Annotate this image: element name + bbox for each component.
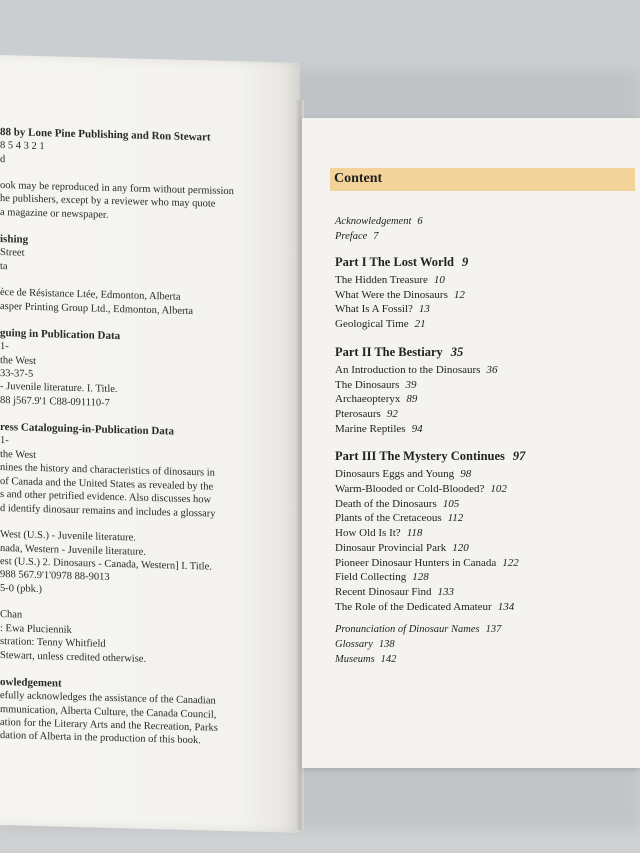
toc-entry-label: How Old Is It? (335, 527, 401, 540)
toc-entry-page: 89 (406, 393, 418, 406)
left-page-line: d (0, 153, 6, 165)
toc-front-item (335, 214, 635, 229)
toc-entry-page: 120 (452, 541, 469, 554)
toc-entry-label: Pioneer Dinosaur Hunters in Canada (335, 556, 497, 569)
toc-item-label: Acknowledgement (335, 216, 412, 227)
left-page-line: owledgement (0, 676, 62, 690)
toc-entry-label: Marine Reptiles (335, 422, 406, 435)
left-page-line: nada, Western - Juvenile literature. (0, 542, 146, 558)
toc-entry-page: 39 (405, 378, 417, 391)
toc-entry-page: 10 (433, 274, 445, 286)
toc-part-heading (335, 345, 635, 360)
toc-entry (335, 363, 635, 378)
toc-entry-page: 94 (411, 422, 423, 435)
toc-item-label: Glossary (335, 639, 373, 651)
left-page-line: 5-0 (pbk.) (0, 582, 42, 595)
left-page-line: asper Printing Group Ltd., Edmonton, Alberta (0, 300, 194, 317)
toc-entry-page: 98 (460, 468, 472, 481)
toc-item-label: Preface (335, 231, 368, 242)
toc-entry-label: What Is A Fossil? (335, 303, 413, 316)
left-page-line: Chan (0, 609, 23, 621)
toc-entry (335, 570, 635, 585)
toc-entry-label: Dinosaur Provincial Park (335, 541, 447, 554)
left-page-line: a magazine or newspaper. (0, 206, 109, 221)
toc-part-page: 97 (512, 449, 526, 464)
left-page-line: est (U.S.) 2. Dinosaurs - Canada, Western] I. Title. (0, 555, 212, 573)
toc-item-page: 137 (485, 624, 502, 636)
left-page-line: Stewart, unless credited otherwise. (0, 649, 147, 665)
left-page-line: ress Cataloguing-in-Publication Data (0, 421, 174, 438)
toc-back-item (335, 652, 635, 667)
toc-entry-label: Recent Dinosaur Find (335, 585, 432, 598)
toc-entry (335, 288, 635, 303)
left-page-line: 33-37-5 (0, 368, 34, 380)
toc-entry (335, 556, 635, 571)
left-page-line: èce de Résistance Ltée, Edmonton, Alberta (0, 287, 181, 303)
toc-entry (335, 497, 635, 512)
left-page-line: ation for the Literary Arts and the Recreation, Parks (0, 716, 218, 734)
copyright-text (0, 125, 300, 751)
toc-entry-page: 122 (502, 556, 519, 569)
left-page-line: nines the history and characteristics of dinosaurs in (0, 462, 215, 479)
left-page-line: the West (0, 354, 36, 367)
content-heading: Content (334, 171, 383, 186)
toc-entry (335, 317, 635, 332)
left-page-line: 88 j567.9'1 C88-091110-7 (0, 394, 110, 409)
toc-entry-page: 21 (414, 318, 426, 331)
toc-entry-label: The Dinosaurs (335, 378, 400, 391)
toc-entry (335, 585, 635, 600)
toc-entry-page: 36 (486, 363, 498, 376)
toc-front-item (335, 229, 635, 244)
toc-entry-label: Warm-Blooded or Cold-Blooded? (335, 483, 485, 496)
left-page-line: Street (0, 247, 25, 259)
toc-entry-label: Field Collecting (335, 571, 407, 584)
toc-entry (335, 511, 635, 526)
toc-entry-label: What Were the Dinosaurs (335, 288, 448, 301)
content-heading-bar (330, 168, 635, 191)
toc-item-page: 142 (380, 654, 397, 666)
toc-entry-label: The Hidden Treasure (335, 274, 428, 286)
toc-entry-label: Archaeopteryx (335, 393, 401, 406)
left-page-line: 988 567.9'1'0978 88-9013 (0, 569, 110, 584)
toc-entry-label: The Role of the Dedicated Amateur (335, 600, 492, 613)
toc-entry-label: Geological Time (335, 318, 409, 331)
toc-entry-page: 92 (386, 407, 398, 420)
left-page-line: s and other petrified evidence. Also discusses how (0, 489, 212, 506)
toc-entry-label: Plants of the Cretaceous (335, 512, 442, 525)
toc-part-label: Part III The Mystery Continues (335, 449, 505, 464)
left-page-line: ishing (0, 233, 29, 247)
left-page-line: mmunication, Alberta Culture, the Canada Council, (0, 703, 217, 721)
left-page-line: stration: Tenny Whitfield (0, 636, 106, 650)
left-page-line: : Ewa Pluciennik (0, 622, 72, 636)
toc-entry-page: 134 (497, 600, 515, 613)
left-page-line: efully acknowledges the assistance of the Canadian (0, 690, 216, 707)
toc-item-page: 138 (378, 639, 395, 651)
toc-back-item (335, 622, 635, 637)
toc-part-heading (335, 449, 635, 464)
left-page-line: d identify dinosaur remains and includes a glossary (0, 502, 216, 520)
toc-back-item (335, 637, 635, 652)
toc-entry-page: 112 (447, 512, 464, 525)
toc-entry (335, 407, 635, 422)
left-page-line: 1- (0, 435, 9, 447)
toc-entry-page: 13 (418, 303, 430, 316)
toc-entry (335, 482, 635, 497)
left-page-line: ta (0, 260, 8, 272)
left-page-line: guing in Publication Data (0, 327, 121, 343)
toc-item-page: 6 (417, 216, 423, 227)
toc-part-label: Part II The Bestiary (335, 344, 443, 359)
toc-entry (335, 467, 635, 482)
right-page (302, 118, 640, 768)
toc-entry-label: Pterosaurs (335, 407, 381, 420)
toc-entry (335, 600, 635, 615)
left-page-line: he publishers, except by a reviewer who may quote (0, 193, 216, 211)
toc-part-page: 35 (450, 344, 464, 359)
toc-part-label: Part I The Lost World (335, 255, 454, 269)
toc-entry (335, 302, 635, 317)
toc-entry (335, 378, 635, 393)
toc-entry-label: An Introduction to the Dinosaurs (335, 363, 481, 376)
toc-entry-page: 12 (453, 288, 465, 301)
toc-entry (335, 273, 635, 288)
left-page-line: - Juvenile literature. I. Title. (0, 381, 118, 396)
toc-entry-label: Dinosaurs Eggs and Young (335, 468, 455, 481)
toc-entry (335, 526, 635, 541)
left-page-line: dation of Alberta in the production of this book. (0, 730, 201, 747)
left-page-line: of Canada and the United States as revealed by the (0, 475, 214, 493)
left-page-line: 88 by Lone Pine Publishing and Ron Stewart (0, 126, 211, 144)
toc-item-page: 7 (373, 231, 379, 242)
toc-entry (335, 422, 635, 437)
toc-item-label: Museums (335, 654, 375, 666)
toc-item-label: Pronunciation of Dinosaur Names (335, 624, 480, 636)
toc-entry (335, 392, 635, 407)
toc-part-heading (335, 255, 635, 270)
toc-entry (335, 541, 635, 556)
toc-entry-page: 105 (442, 497, 460, 510)
toc-entry-label: Death of the Dinosaurs (335, 497, 437, 510)
toc-part-page: 9 (462, 255, 469, 269)
left-page-line: ook may be reproduced in any form without permission (0, 179, 234, 198)
toc-entry-page: 118 (406, 527, 423, 540)
toc-entry-page: 128 (412, 571, 429, 584)
table-of-contents (335, 214, 635, 667)
left-page-line: the West (0, 448, 36, 461)
toc-entry-page: 102 (490, 483, 507, 496)
left-page-line: 8 5 4 3 2 1 (0, 140, 45, 153)
left-page-line: West (U.S.) - Juvenile literature. (0, 529, 136, 544)
left-page-line: 1- (0, 341, 9, 353)
toc-entry-page: 133 (437, 585, 455, 598)
left-page (0, 55, 300, 833)
